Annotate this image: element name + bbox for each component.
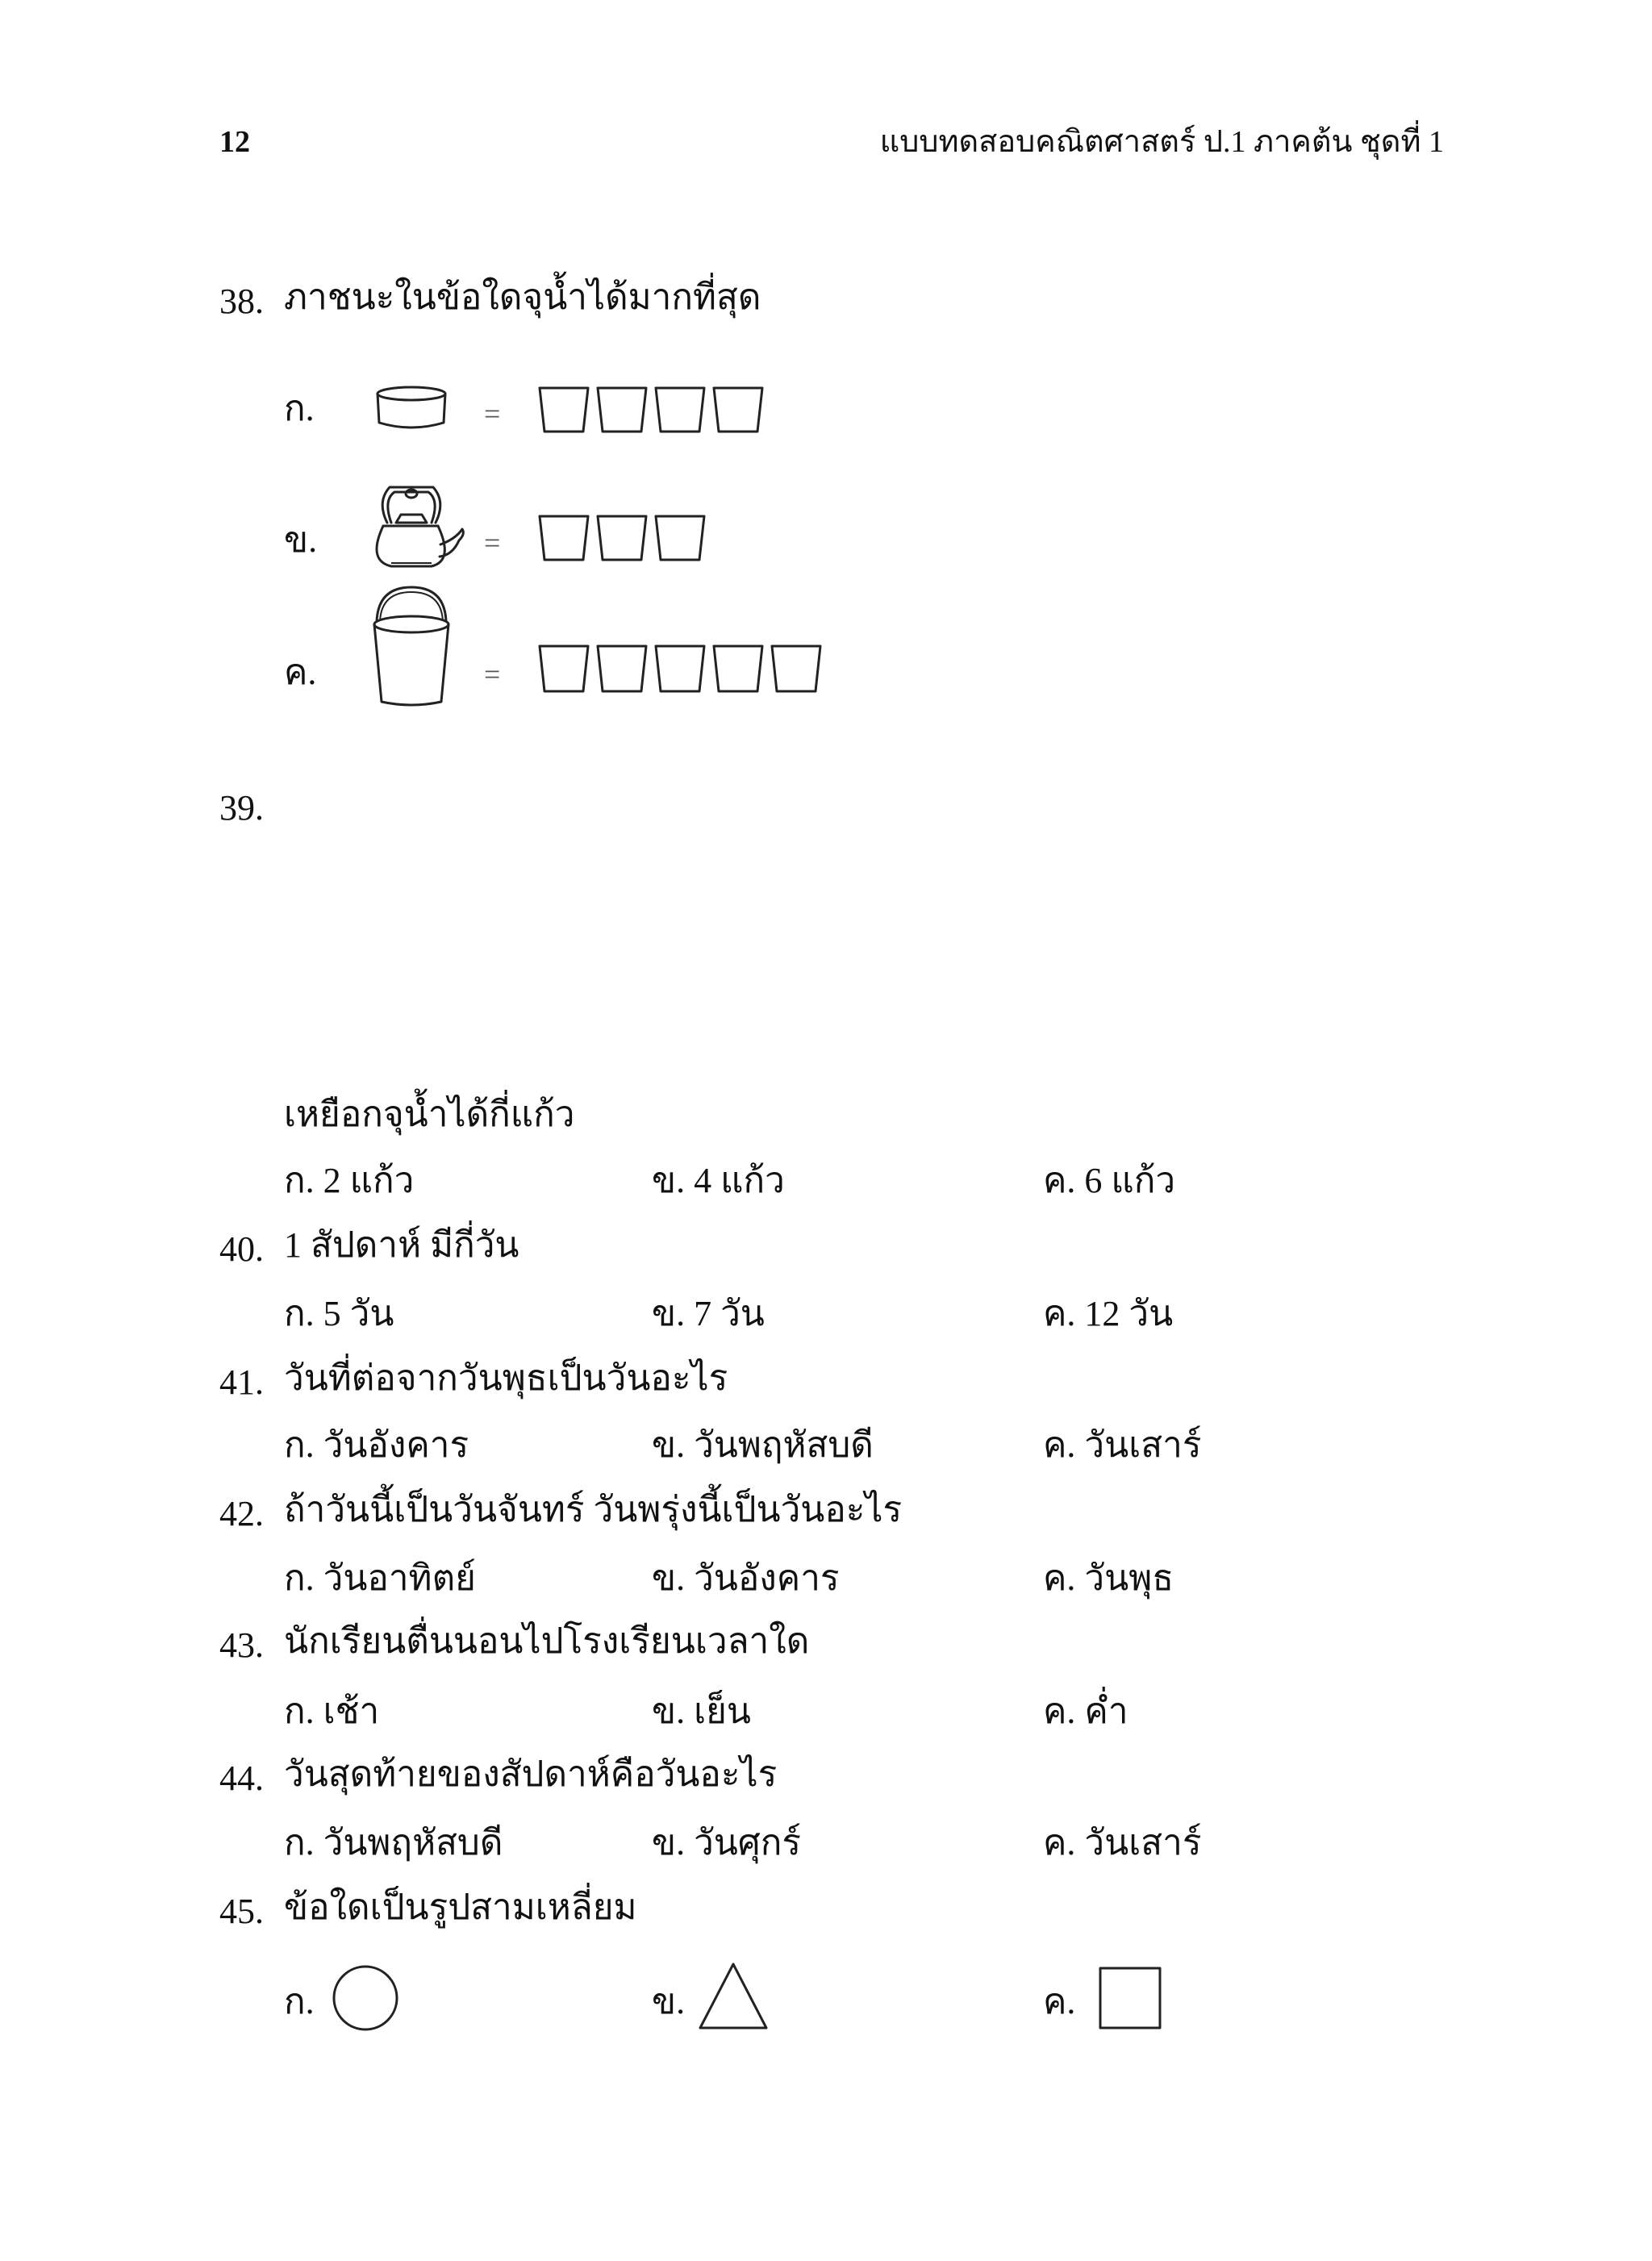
kettle-icon: [359, 476, 472, 573]
cup-row: [536, 386, 770, 434]
question-number: 43.: [219, 1625, 264, 1665]
option-b: ข. วันอังคาร: [652, 1558, 840, 1598]
equals-sign: =: [484, 658, 501, 690]
page-number: 12: [219, 125, 250, 159]
question-text: เหยือกจุน้ำได้กี่แก้ว: [284, 1095, 575, 1134]
question-number: 39.: [219, 788, 264, 828]
question-number: 42.: [219, 1494, 264, 1533]
option-label: ค.: [1043, 1982, 1076, 2021]
cup-icon: [540, 516, 588, 560]
option-c: ค. ค่ำ: [1043, 1692, 1128, 1731]
page-header-title: แบบทดสอบคณิตศาสตร์ ป.1 ภาคต้น ชุดที่ 1: [879, 125, 1444, 159]
option-label: ข.: [652, 1982, 686, 2021]
cup-row: [536, 644, 827, 694]
cup-row: [536, 514, 714, 562]
question-number: 38.: [219, 282, 264, 321]
option-a: ก. 2 แก้ว: [284, 1161, 415, 1200]
option-c: ค. 12 วัน: [1043, 1294, 1174, 1333]
question-text: วันที่ต่อจากวันพุธเป็นวันอะไร: [284, 1358, 728, 1398]
question-number: 45.: [219, 1892, 264, 1931]
square-icon: [1098, 1966, 1162, 2030]
question-text: ถ้าวันนี้เป็นวันจันทร์ วันพรุ่งนี้เป็นวันอะไร: [284, 1490, 903, 1529]
cup-icon: [540, 646, 588, 691]
circle-icon: [331, 1963, 400, 2033]
option-label: ก.: [284, 389, 315, 428]
option-label: ข.: [284, 520, 318, 560]
option-b: ข. 4 แก้ว: [652, 1161, 785, 1200]
cup-icon: [656, 646, 704, 691]
option-c: ค. 6 แก้ว: [1043, 1161, 1176, 1200]
option-a: ก. วันอาทิตย์: [284, 1558, 476, 1598]
cup-icon: [656, 516, 704, 560]
bowl-icon: [371, 386, 452, 434]
equals-sign: =: [484, 527, 501, 559]
cup-icon: [540, 388, 588, 432]
question-number: 41.: [219, 1362, 264, 1402]
cup-icon: [598, 646, 646, 691]
cup-icon: [772, 646, 820, 691]
option-c: ค. วันพุธ: [1043, 1558, 1174, 1598]
option-a: ก. 5 วัน: [284, 1294, 394, 1333]
bucket-icon: [367, 582, 456, 708]
question-text: ข้อใดเป็นรูปสามเหลี่ยม: [284, 1888, 637, 1927]
option-b: ข. วันพฤหัสบดี: [652, 1425, 874, 1465]
question-number: 40.: [219, 1229, 264, 1269]
option-b: ข. วันศุกร์: [652, 1823, 802, 1863]
question-text: ภาชนะในข้อใดจุน้ำได้มากที่สุด: [284, 277, 761, 317]
cup-icon: [598, 388, 646, 432]
option-a: ก. วันอังคาร: [284, 1425, 469, 1465]
cup-icon: [656, 388, 704, 432]
option-c: ค. วันเสาร์: [1043, 1425, 1202, 1465]
question-number: 44.: [219, 1758, 264, 1798]
option-b: ข. 7 วัน: [652, 1294, 765, 1333]
cup-icon: [714, 388, 762, 432]
cup-icon: [598, 516, 646, 560]
option-a: ก. วันพฤหัสบดี: [284, 1823, 503, 1863]
question-text: 1 สัปดาห์ มีกี่วัน: [284, 1225, 519, 1265]
option-label: ก.: [284, 1982, 315, 2021]
option-label: ค.: [284, 653, 317, 692]
equals-sign: =: [484, 398, 501, 430]
option-c: ค. วันเสาร์: [1043, 1823, 1202, 1863]
question-text: วันสุดท้ายของสัปดาห์คือวันอะไร: [284, 1754, 778, 1794]
option-a: ก. เช้า: [284, 1692, 380, 1731]
triangle-icon: [697, 1962, 770, 2031]
question-text: นักเรียนตื่นนอนไปโรงเรียนเวลาใด: [284, 1621, 810, 1661]
option-b: ข. เย็น: [652, 1692, 751, 1731]
cup-icon: [714, 646, 762, 691]
